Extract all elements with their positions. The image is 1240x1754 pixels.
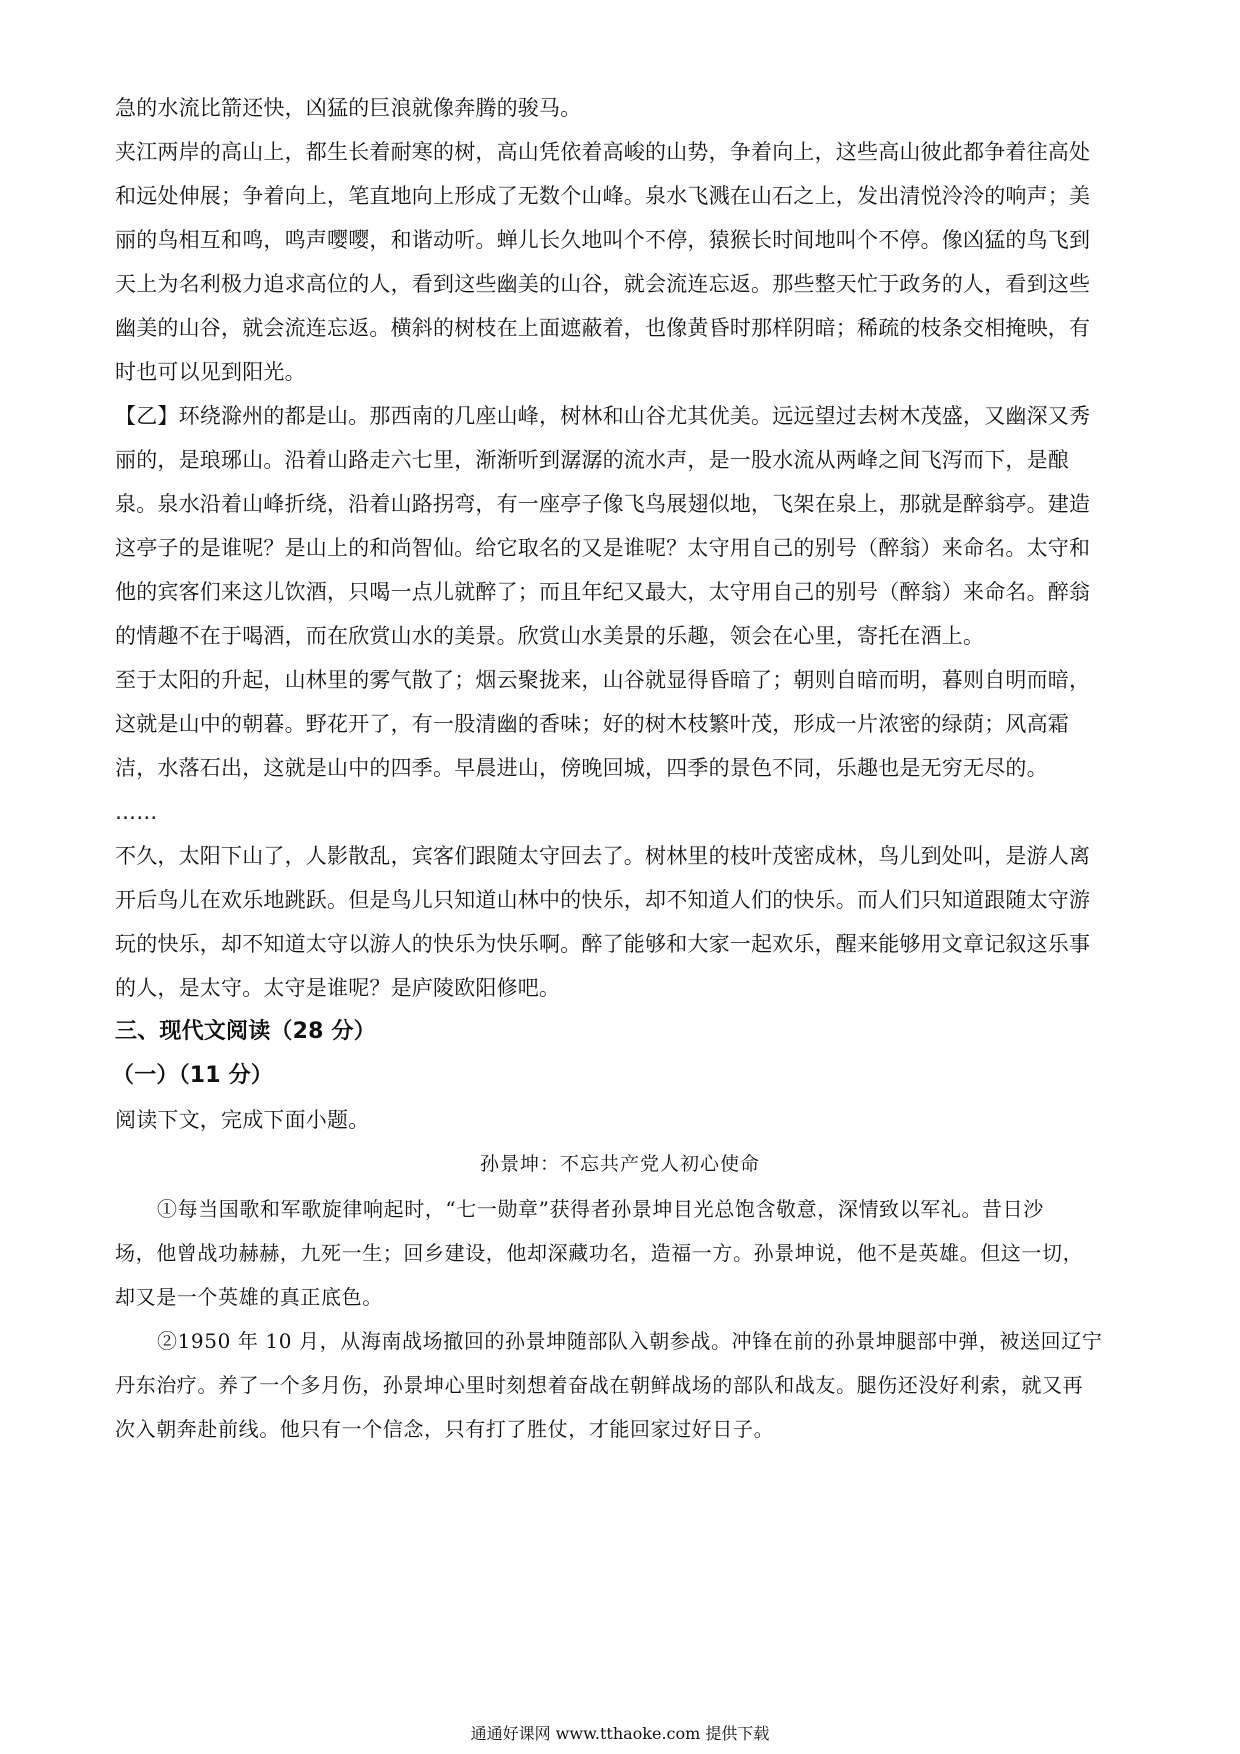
- yi-p3-line-1: 不久，太阳下山了，人影散乱，宾客们跟随太守回去了。树林里的枝叶茂密成林，鸟儿到处叫，是游人离: [115, 844, 1091, 868]
- jia-line-3: 和远处伸展；争着向上，笔直地向上形成了无数个山峰。泉水飞溅在山石之上，发出清悦泠泠的响声；美: [115, 184, 1091, 208]
- article-p1-line-2: 场，他曾战功赫赫，九死一生；回乡建设，他却深藏功名，造福一方。孙景坤说，他不是英雄。但这一切，: [115, 1241, 1084, 1265]
- jia-line-5: 天上为名利极力追求高位的人，看到这些幽美的山谷，就会流连忘返。那些整天忙于政务的人，看到这些: [115, 272, 1091, 296]
- ellipsis: ……: [115, 800, 158, 824]
- yi-p2-line-2: 这就是山中的朝暮。野花开了，有一股清幽的香味；好的树木枝繁叶茂，形成一片浓密的绿荫；风高霜: [115, 712, 1069, 736]
- yi-p3-line-4: 的人，是太守。太守是谁呢？是庐陵欧阳修吧。: [115, 976, 561, 1000]
- article-p2-line-1: ②1950 年 10 月，从海南战场撤回的孙景坤随部队入朝参战。冲锋在前的孙景坤腿部中弹，被送回辽宁: [157, 1329, 1103, 1353]
- article-title: 孙景坤：不忘共产党人初心使命: [479, 1153, 760, 1175]
- yi-p3-line-3: 玩的快乐，却不知道太守以游人的快乐为快乐啊。醉了能够和大家一起欢乐，醒来能够用文章记叙这乐事: [115, 932, 1091, 956]
- yi-p1-line-2: 丽的，是琅琊山。沿着山路走六七里，渐渐听到潺潺的流水声，是一股水流从两峰之间飞泻而下，是酿: [115, 448, 1069, 472]
- yi-p1-line-4: 这亭子的是谁呢？是山上的和尚智仙。给它取名的又是谁呢？太守用自己的别号（醉翁）来命名。太守和: [115, 536, 1091, 560]
- page-footer: 通通好课网 www.tthaoke.com 提供下载: [470, 1724, 770, 1743]
- section-heading: 三、现代文阅读（28 分）: [115, 1019, 376, 1044]
- article-p1-line-1: ①每当国歌和军歌旋律响起时，“七一勋章”获得者孙景坤目光总饱含敬意，深情致以军礼。昔日沙: [157, 1197, 1044, 1221]
- jia-line-2: 夹江两岸的高山上，都生长着耐寒的树，高山凭依着高峻的山势，争着向上，这些高山彼此都争着往高处: [115, 140, 1091, 164]
- yi-p1-line-5: 他的宾客们来这儿饮酒，只喝一点儿就醉了；而且年纪又最大，太守用自己的别号（醉翁）来命名。醉翁: [115, 580, 1091, 604]
- jia-line-4: 丽的鸟相互和鸣，鸣声嘤嘤，和谐动听。蝉儿长久地叫个不停，猿猴长时间地叫个不停。像凶猛的鸟飞到: [115, 228, 1091, 252]
- yi-p1-line-3: 泉。泉水沿着山峰折绕，沿着山路拐弯，有一座亭子像飞鸟展翅似地，飞架在泉上，那就是醉翁亭。建造: [115, 492, 1091, 516]
- article-p2-line-2: 丹东治疗。养了一个多月伤，孙景坤心里时刻想着奋战在朝鲜战场的部队和战友。腿伤还没好利索，就又再: [115, 1373, 1084, 1397]
- jia-line-6: 幽美的山谷，就会流连忘返。横斜的树枝在上面遮蔽着，也像黄昏时那样阴暗；稀疏的枝条交相掩映，有: [115, 316, 1091, 340]
- reading-instruction: 阅读下文，完成下面小题。: [115, 1108, 370, 1132]
- subsection-heading: （一）（11 分）: [112, 1063, 274, 1088]
- yi-p2-line-1: 至于太阳的升起，山林里的雾气散了；烟云聚拢来，山谷就显得昏暗了；朝则自暗而明，暮则自明而暗，: [115, 668, 1091, 692]
- article-p2-line-3: 次入朝奔赴前线。他只有一个信念，只有打了胜仗，才能回家过好日子。: [115, 1417, 775, 1441]
- article-p1-line-3: 却又是一个英雄的真正底色。: [115, 1285, 383, 1309]
- yi-p1-line-6: 的情趣不在于喝酒，而在欣赏山水的美景。欣赏山水美景的乐趣，领会在心里，寄托在酒上。: [115, 624, 985, 648]
- yi-p2-line-3: 洁，水落石出，这就是山中的四季。早晨进山，傍晚回城，四季的景色不同，乐趣也是无穷无尽的。: [115, 756, 1048, 780]
- jia-line-7: 时也可以见到阳光。: [115, 360, 306, 384]
- jia-line-1: 急的水流比箭还快，凶猛的巨浪就像奔腾的骏马。: [115, 96, 582, 120]
- yi-p3-line-2: 开后鸟儿在欢乐地跳跃。但是鸟儿只知道山林中的快乐，却不知道人们的快乐。而人们只知道跟随太守游: [115, 888, 1091, 912]
- yi-p1-line-1: 【乙】环绕滁州的都是山。那西南的几座山峰，树林和山谷尤其优美。远远望过去树木茂盛，又幽深又秀: [115, 404, 1091, 428]
